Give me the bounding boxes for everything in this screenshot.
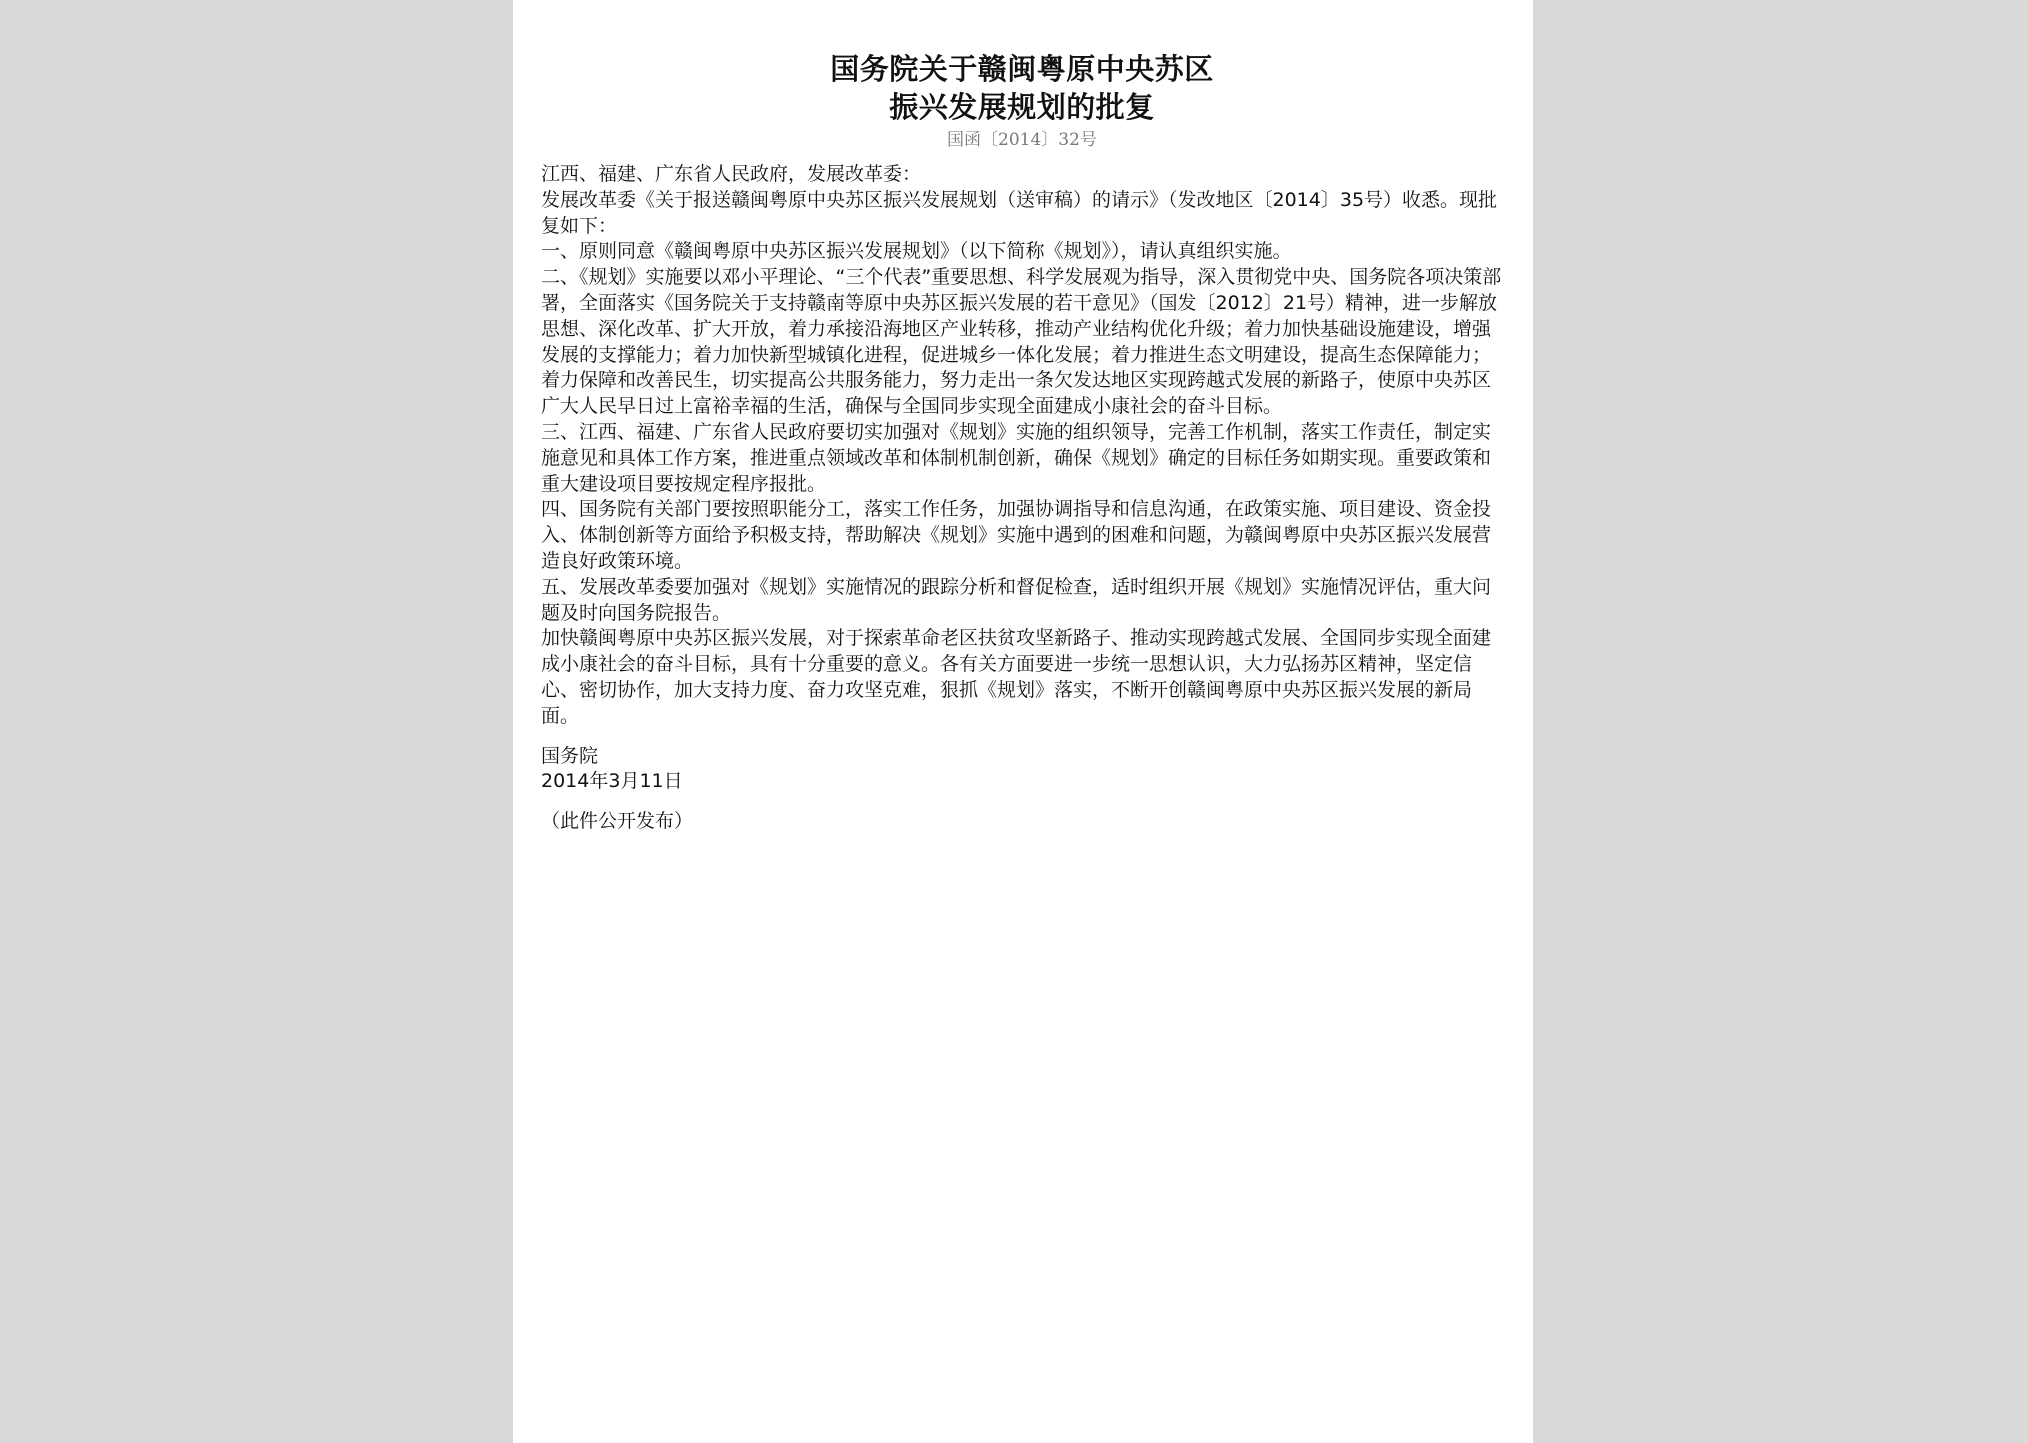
paragraph-item-1: 一、原则同意《赣闽粤原中央苏区振兴发展规划》（以下简称《规划》），请认真组织实施。 (541, 240, 1292, 263)
signature-date: 2014年3月11日 (541, 770, 683, 793)
paragraph-intro: 发展改革委《关于报送赣闽粤原中央苏区振兴发展规划（送审稿）的请示》（发改地区〔2014〕35号）收悉。现批复如下： (541, 188, 1498, 237)
title-line-2: 振兴发展规划的批复 (889, 90, 1155, 124)
document-number: 国函〔2014〕32号 (947, 130, 1097, 150)
paragraph-conclusion: 加快赣闽粤原中央苏区振兴发展，对于探索革命老区扶贫攻坚新路子、推动实现跨越式发展、全国同步实现全面建成小康社会的奋斗目标，具有十分重要的意义。各有关方面要进一步统一思想认识，大力弘扬苏区精神，坚定信心、密切协作，加大支持力度、奋力攻坚克难，狠抓《规划》落实，不断开创赣闽粤原中央苏区振兴发展的新局面。 (541, 627, 1492, 727)
paragraph-addressee: 江西、福建、广东省人民政府，发展改革委： (541, 163, 922, 185)
signature-org: 国务院 (541, 744, 599, 767)
paragraph-item-2: 二、《规划》实施要以邓小平理论、“三个代表”重要思想、科学发展观为指导，深入贯彻党中央、国务院各项决策部署，全面落实《国务院关于支持赣南等原中央苏区振兴发展的若干意见》（国发〔2012〕21号）精神，进一步解放思想、深化改革、扩大开放，着力承接沿海地区产业转移，推动产业结构优化升级；着力加快基础设施建设，增强发展的支撑能力；着力加快新型城镇化进程，促进城乡一体化发展；着力推进生态文明建设，提高生态保障能力；着力保障和改善民生，切实提高公共服务能力，努力走出一条欠发达地区实现跨越式发展的新路子，使原中央苏区广大人民早日过上富裕幸福的生活，确保与全国同步实现全面建成小康社会的奋斗目标。 (541, 266, 1502, 418)
signature-block (541, 744, 1503, 796)
publication-note: （此件公开发布） (541, 810, 694, 833)
document-title (541, 50, 1503, 126)
paragraph-item-4: 四、国务院有关部门要按照职能分工，落实工作任务，加强协调指导和信息沟通，在政策实施、项目建设、资金投入、体制创新等方面给予积极支持，帮助解决《规划》实施中遇到的困难和问题，为赣闽粤原中央苏区振兴发展营造良好政策环境。 (541, 498, 1492, 572)
document-body (541, 162, 1503, 730)
paragraph-item-5: 五、发展改革委要加强对《规划》实施情况的跟踪分析和督促检查，适时组织开展《规划》实施情况评估，重大问题及时向国务院报告。 (541, 575, 1492, 624)
document-page (513, 0, 1533, 1443)
title-line-1: 国务院关于赣闽粤原中央苏区 (830, 52, 1214, 86)
paragraph-item-3: 三、江西、福建、广东省人民政府要切实加强对《规划》实施的组织领导，完善工作机制，落实工作责任，制定实施意见和具体工作方案，推进重点领域改革和体制机制创新，确保《规划》确定的目标任务如期实现。重要政策和重大建设项目要按规定程序报批。 (541, 420, 1492, 495)
